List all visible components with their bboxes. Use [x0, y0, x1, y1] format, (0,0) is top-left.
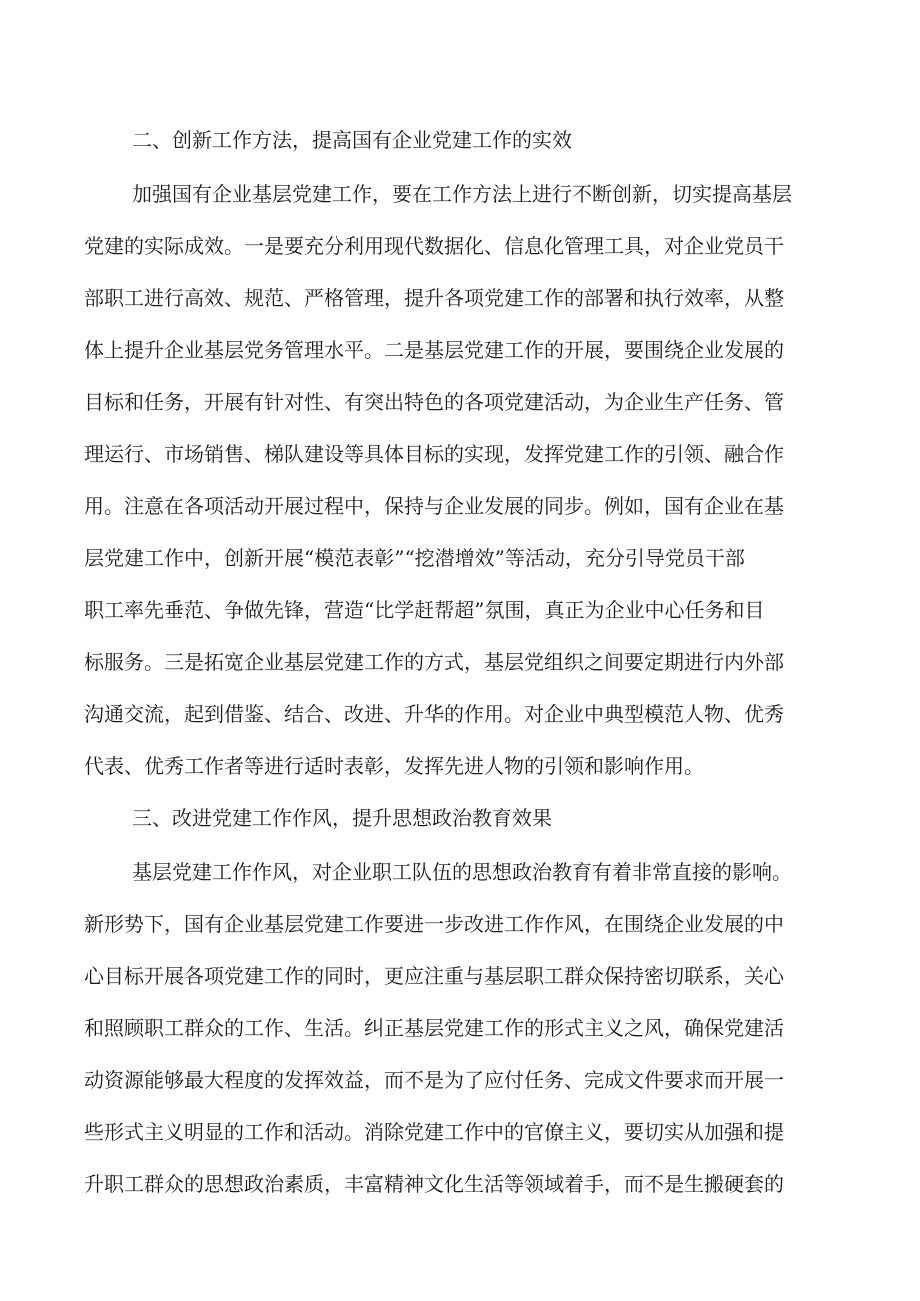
- paragraph-line: 些形式主义明显的工作和活动。消除党建工作中的官僚主义，要切实从加强和提: [84, 1120, 784, 1144]
- paragraph-line: 理运行、市场销售、梯队建设等具体目标的实现，发挥党建工作的引领、融合作: [84, 442, 784, 466]
- paragraph-line: 升职工群众的思想政治素质，丰富精神文化生活等领域着手，而不是生搬硬套的: [84, 1172, 784, 1196]
- paragraph-line: 代表、优秀工作者等进行适时表彰，发挥先进人物的引领和影响作用。: [84, 754, 704, 778]
- paragraph-line: 党建的实际成效。一是要充分利用现代数据化、信息化管理工具，对企业党员干: [84, 234, 784, 258]
- paragraph-line: 职工率先垂范、争做先锋，营造“比学赶帮超”氛围，真正为企业中心任务和目: [84, 598, 765, 622]
- paragraph-line: 动资源能够最大程度的发挥效益，而不是为了应付任务、完成文件要求而开展一: [84, 1068, 784, 1092]
- paragraph-line: 用。注意在各项活动开展过程中，保持与企业发展的同步。例如，国有企业在基: [84, 494, 784, 518]
- paragraph-line: 心目标开展各项党建工作的同时，更应注重与基层职工群众保持密切联系，关心: [84, 964, 784, 988]
- paragraph-line: 沟通交流，起到借鉴、结合、改进、升华的作用。对企业中典型模范人物、优秀: [84, 702, 784, 726]
- paragraph-line: 新形势下，国有企业基层党建工作要进一步改进工作作风，在围绕企业发展的中: [84, 912, 784, 936]
- paragraph-line: 加强国有企业基层党建工作，要在工作方法上进行不断创新，切实提高基层: [132, 182, 792, 206]
- paragraph-line: 层党建工作中，创新开展“模范表彰”“挖潜增效”等活动，充分引导党员干部: [84, 546, 745, 570]
- paragraph-line: 基层党建工作作风，对企业职工队伍的思想政治教育有着非常直接的影响。: [132, 860, 792, 884]
- section-heading: 二、创新工作方法，提高国有企业党建工作的实效: [132, 128, 572, 152]
- paragraph-line: 和照顾职工群众的工作、生活。纠正基层党建工作的形式主义之风，确保党建活: [84, 1016, 784, 1040]
- paragraph-line: 体上提升企业基层党务管理水平。二是基层党建工作的开展，要围绕企业发展的: [84, 338, 784, 362]
- paragraph-line: 部职工进行高效、规范、严格管理，提升各项党建工作的部署和执行效率，从整: [84, 286, 784, 310]
- paragraph-line: 目标和任务，开展有针对性、有突出特色的各项党建活动，为企业生产任务、管: [84, 390, 784, 414]
- paragraph-line: 标服务。三是拓宽企业基层党建工作的方式，基层党组织之间要定期进行内外部: [84, 650, 784, 674]
- section-heading: 三、改进党建工作作风，提升思想政治教育效果: [132, 806, 552, 830]
